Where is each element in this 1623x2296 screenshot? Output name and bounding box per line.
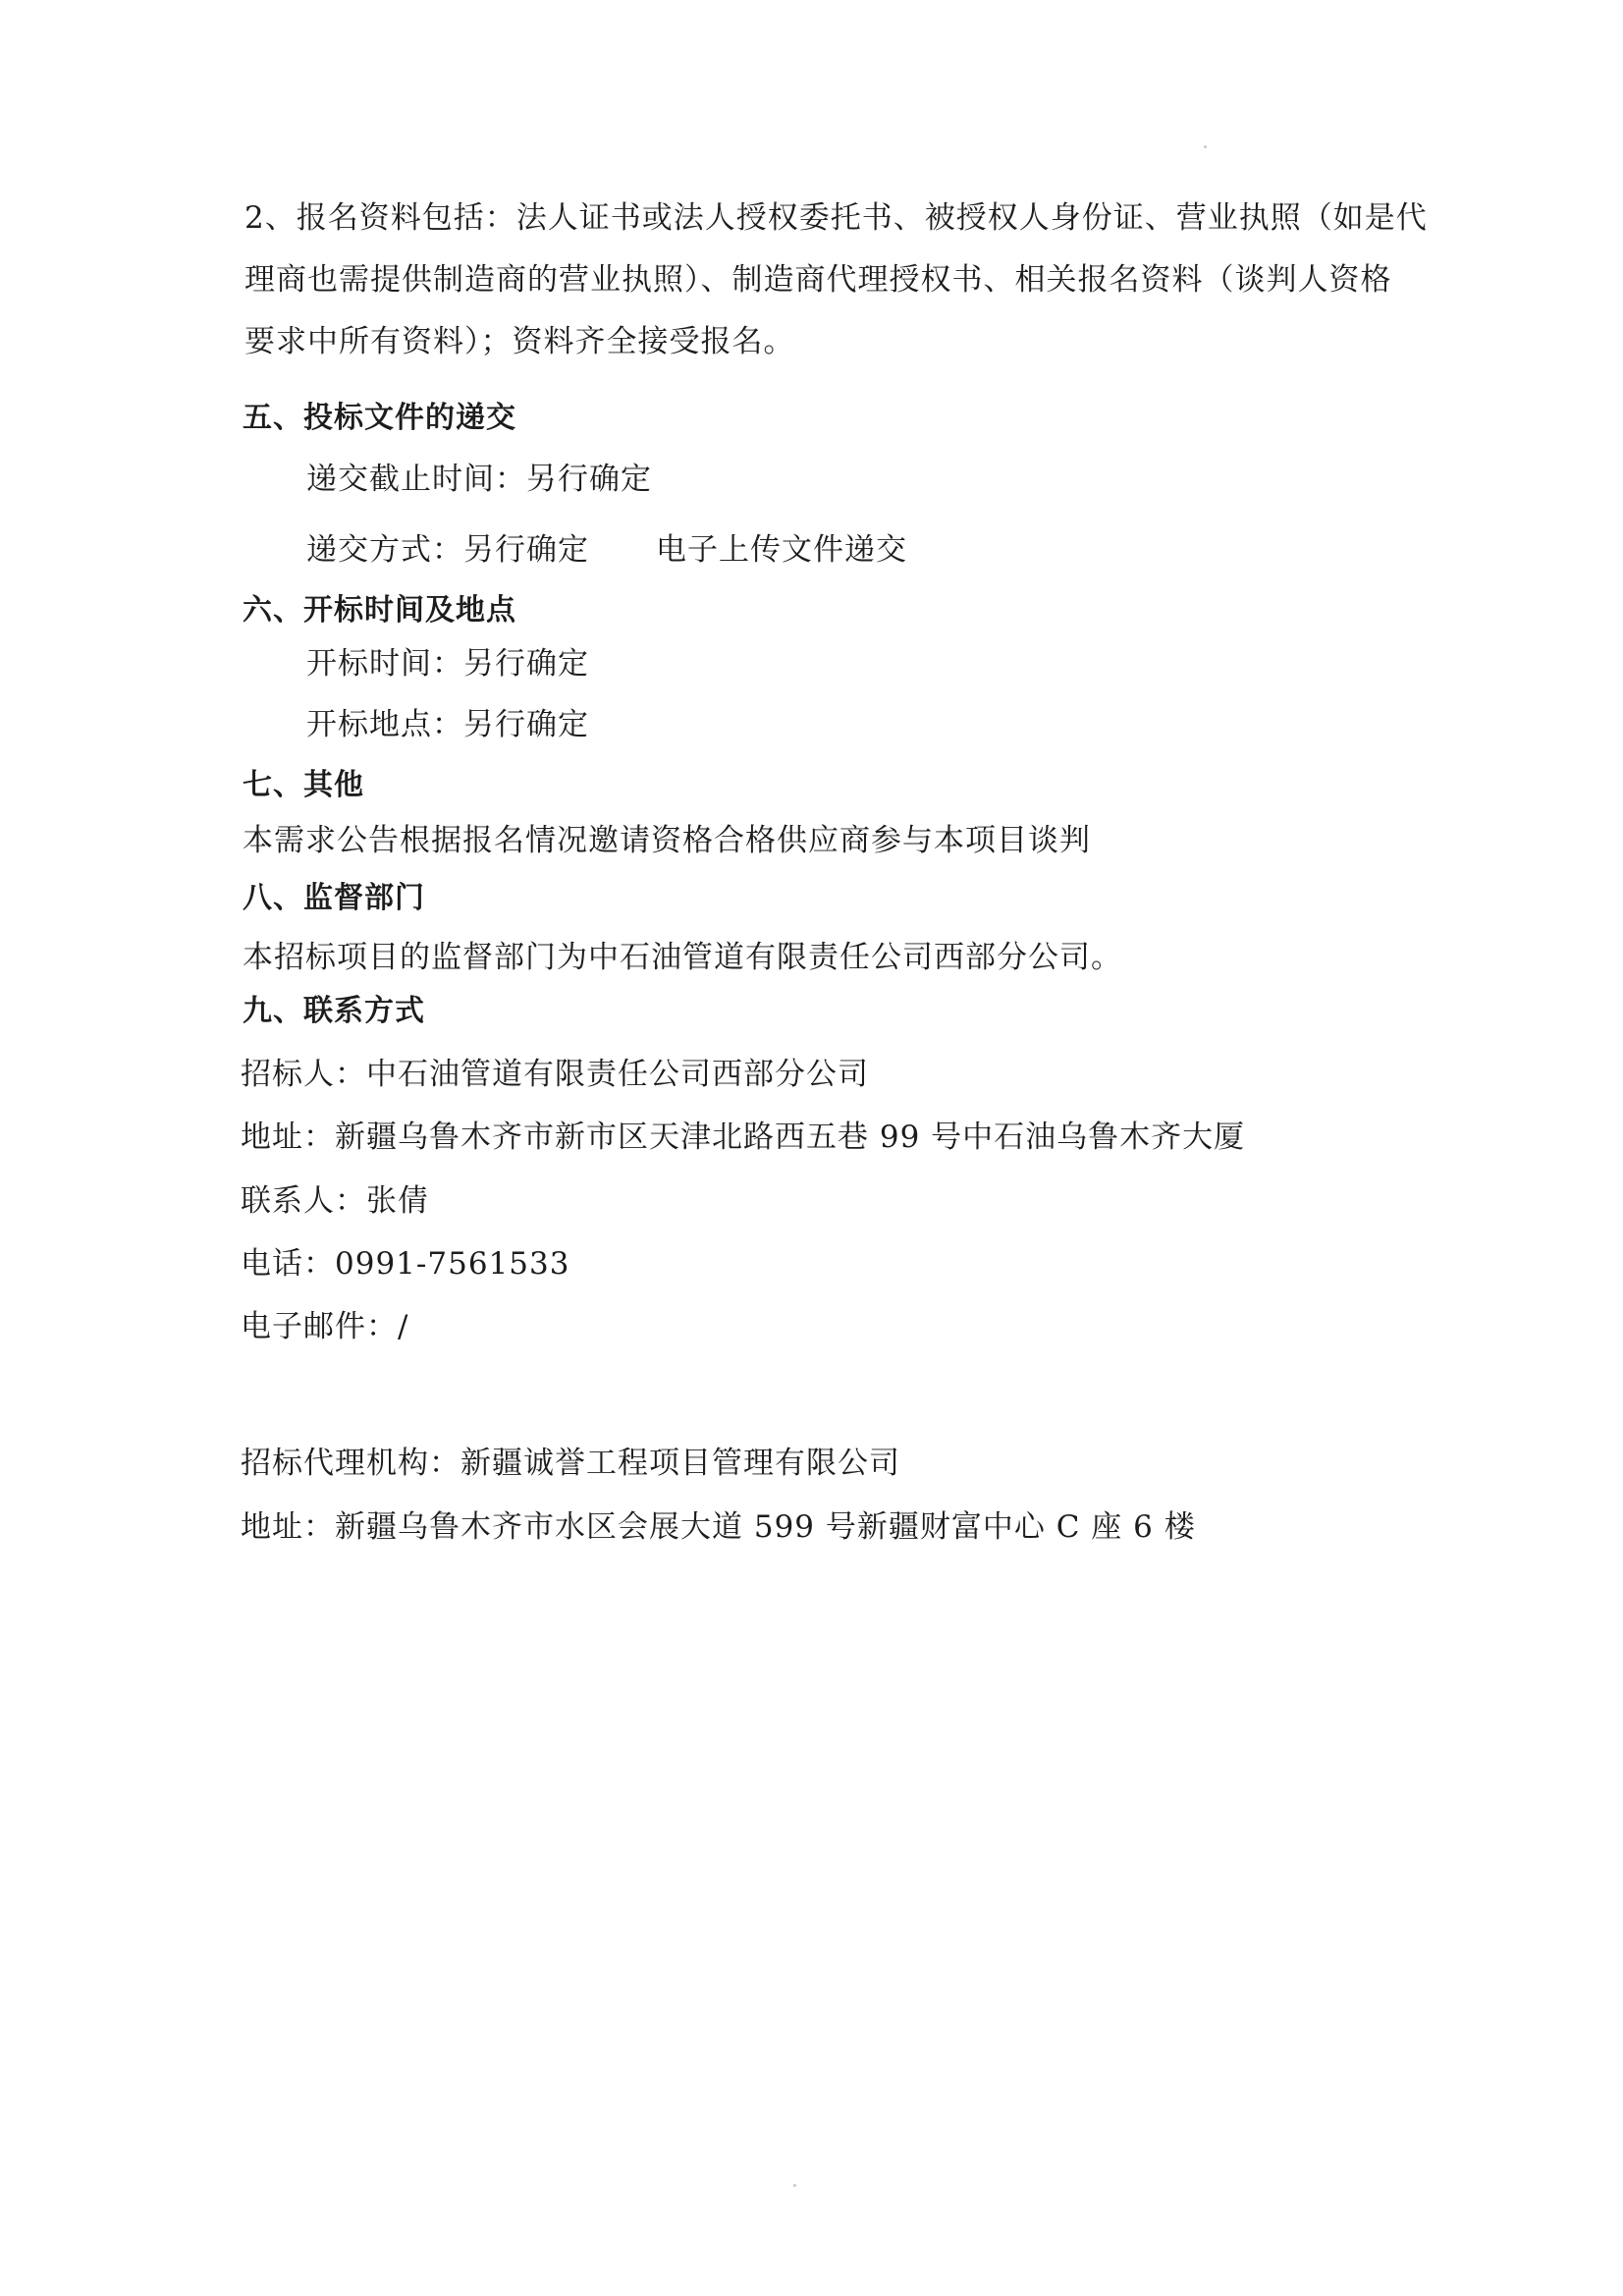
bid-opening-time: 开标时间：另行确定 <box>306 646 589 682</box>
tender-agency: 招标代理机构：新疆诚誉工程项目管理有限公司 <box>241 1446 900 1481</box>
submission-deadline: 递交截止时间：另行确定 <box>306 462 652 497</box>
contact-email: 电子邮件：/ <box>241 1309 409 1344</box>
bid-opening-place: 开标地点：另行确定 <box>306 707 589 742</box>
registration-line-1: 2、报名资料包括：法人证书或法人授权委托书、被授权人身份证、营业执照（如是代 <box>244 200 1428 236</box>
section-9-heading: 九、联系方式 <box>243 994 425 1028</box>
registration-line-3: 要求中所有资料）；资料齐全接受报名。 <box>244 324 795 359</box>
contact-phone: 电话：0991-7561533 <box>241 1246 570 1282</box>
section-6-heading: 六、开标时间及地点 <box>243 593 516 628</box>
scan-speck <box>1204 145 1207 148</box>
registration-line-2: 理商也需提供制造商的营业执照）、制造商代理授权书、相关报名资料（谈判人资格 <box>244 262 1392 298</box>
submission-method-note: 电子上传文件递交 <box>656 532 907 568</box>
scan-speck <box>793 2184 796 2187</box>
section-8-heading: 八、监督部门 <box>243 881 425 915</box>
section-7-heading: 七、其他 <box>243 768 364 802</box>
tenderer: 招标人：中石油管道有限责任公司西部分公司 <box>241 1057 869 1092</box>
tender-agency-address: 地址：新疆乌鲁木齐市水区会展大道 599 号新疆财富中心 C 座 6 楼 <box>241 1509 1196 1545</box>
section-7-text: 本需求公告根据报名情况邀请资格合格供应商参与本项目谈判 <box>243 823 1091 858</box>
section-5-heading: 五、投标文件的递交 <box>243 401 516 435</box>
tenderer-address: 地址：新疆乌鲁木齐市新市区天津北路西五巷 99 号中石油乌鲁木齐大厦 <box>241 1120 1246 1155</box>
submission-method: 递交方式：另行确定 <box>306 532 589 568</box>
contact-person: 联系人：张倩 <box>241 1183 429 1219</box>
section-8-text: 本招标项目的监督部门为中石油管道有限责任公司西部分公司。 <box>243 940 1122 975</box>
